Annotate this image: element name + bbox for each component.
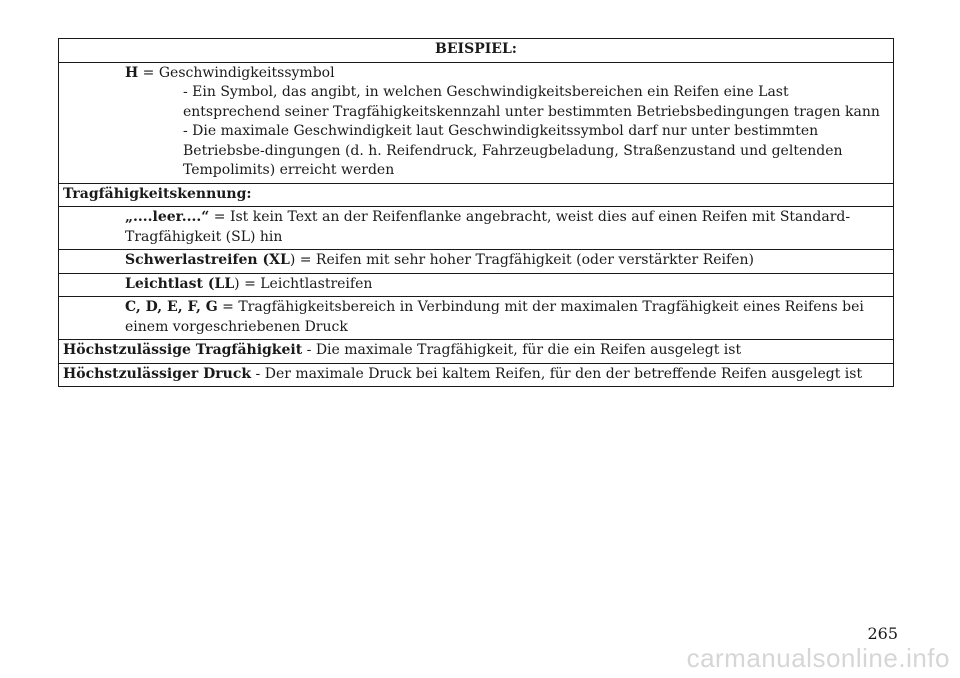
speed-sub-2: - Die maximale Geschwindigkeit laut Geschwindigkeitssymbol darf nur unter bestimmten Betriebsbe-dingungen (d. h. Reifendruck, Fahrzeugbeladung, Straßenzustand und geltenden Tempolimits) erreicht werden [183, 123, 843, 178]
page-number: 265 [867, 624, 898, 643]
leer-text: = Ist kein Text an der Reifenflanke angebracht, weist dies auf einen Reifen mit Standard-Tragfähigkeit (SL) hin [125, 209, 851, 245]
table-header: BEISPIEL: [435, 41, 517, 57]
cdefg-row [59, 296, 893, 339]
ll-text: ) = Leichtlastreifen [234, 275, 373, 292]
leer-row [59, 206, 893, 249]
load-id-heading: Tragfähigkeitskennung: [59, 183, 893, 207]
cdefg-term: C, D, E, F, G [125, 299, 218, 315]
ll-row [59, 273, 893, 297]
max-pressure-term: Höchstzulässiger Druck [63, 365, 252, 382]
max-load-text: - Die maximale Tragfähigkeit, für die ein Reifen ausgelegt ist [302, 342, 742, 358]
max-pressure-text: - Der maximale Druck bei kaltem Reifen, für den der betreffende Reifen ausgelegt ist [251, 365, 863, 382]
speed-sep: = [138, 64, 159, 81]
xl-term: Schwerlastreifen (XL [125, 252, 290, 268]
watermark: carmanualsonline.info [686, 643, 950, 673]
max-pressure-row [59, 363, 893, 387]
xl-text: ) = Reifen mit sehr hoher Tragfähigkeit (oder verstärkter Reifen) [289, 252, 754, 268]
cdefg-text: = Tragfähigkeitsbereich in Verbindung mit der maximalen Tragfähigkeit eines Reifens bei einem vorgeschriebenen Druck [125, 299, 864, 335]
speed-sub-1: - Ein Symbol, das angibt, in welchen Geschwindigkeitsbereichen ein Reifen eine Last entsprechend seiner Tragfähigkeitskennzahl unter bestimmten Betriebsbedingungen tragen kann [183, 84, 880, 120]
ll-term: Leichtlast (LL [125, 275, 235, 292]
speed-symbol-row [59, 62, 893, 183]
definitions-table [58, 38, 894, 387]
speed-text: Geschwindigkeitssymbol [158, 64, 335, 81]
leer-term: „....leer....“ [125, 209, 210, 225]
speed-code: H [125, 64, 139, 81]
xl-row [59, 249, 893, 273]
max-load-term: Höchstzulässige Tragfähigkeit [63, 342, 303, 358]
max-load-row [59, 339, 893, 363]
